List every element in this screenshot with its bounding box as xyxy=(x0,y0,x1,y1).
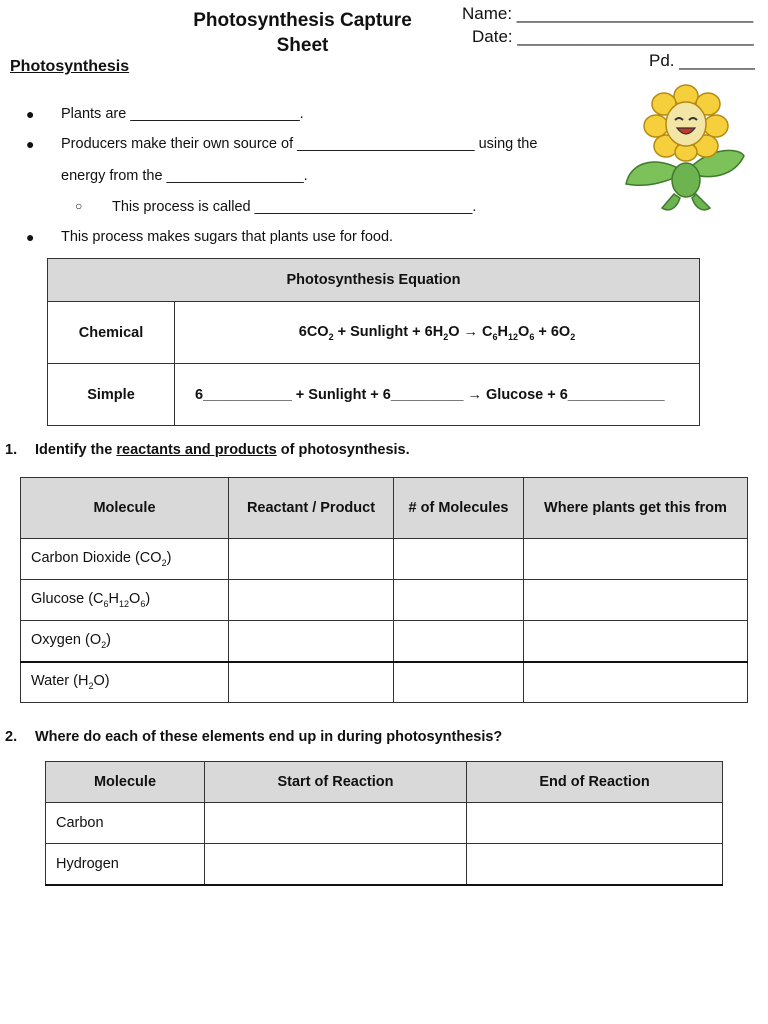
question-1-text: Identify the reactants and products of photosynthesis. xyxy=(35,442,410,458)
circle-bullet-icon: ○ xyxy=(75,199,83,213)
molecule-glucose: Glucose $(C_6H_{12}O_6)$ xyxy=(21,580,229,621)
answer-cell[interactable] xyxy=(394,580,524,621)
bullet-dot-icon: ● xyxy=(26,136,35,152)
sunflower-creature-icon xyxy=(622,84,748,218)
reactants-products-table xyxy=(20,477,748,703)
answer-cell[interactable] xyxy=(524,621,748,662)
equation-table-header: Photosynthesis Equation xyxy=(48,259,700,302)
section-title: Photosynthesis xyxy=(10,58,130,75)
title-line-2: Sheet xyxy=(276,35,329,56)
answer-cell[interactable] xyxy=(524,539,748,580)
answer-cell[interactable] xyxy=(229,662,394,703)
table-row xyxy=(21,539,748,580)
table-row xyxy=(46,844,723,885)
table1-header-source: Where plants get this from xyxy=(524,478,748,539)
chemical-equation: $6CO_2$ + Sunlight + $6H_2O \to C_6H_{12}O_6 + 6O_2$ xyxy=(175,302,700,364)
period-field[interactable]: Pd. ________ xyxy=(649,51,755,70)
answer-cell[interactable] xyxy=(394,539,524,580)
question-1-underlined: reactants and products xyxy=(116,442,277,458)
answer-cell[interactable] xyxy=(205,803,467,844)
table-row xyxy=(46,803,723,844)
table-row xyxy=(21,621,748,662)
answer-cell[interactable] xyxy=(229,580,394,621)
bullet-dot-icon: ● xyxy=(26,106,35,122)
answer-cell[interactable] xyxy=(229,621,394,662)
question-1 xyxy=(5,442,410,458)
question-2-text: Where do each of these elements end up in during photosynthesis? xyxy=(35,729,503,745)
bullet-3-text: This process makes sugars that plants use for food. xyxy=(61,229,394,245)
answer-cell[interactable] xyxy=(524,580,748,621)
answer-cell[interactable] xyxy=(467,803,723,844)
table1-header-num-molecules: # of Molecules xyxy=(394,478,524,539)
molecule-water: Water $(H_2O)$ xyxy=(21,662,229,703)
worksheet-title xyxy=(180,8,425,58)
question-2-number: 2. xyxy=(5,729,18,745)
table-row xyxy=(21,662,748,703)
element-carbon: Carbon xyxy=(46,803,205,844)
table1-header-reactant-product: Reactant / Product xyxy=(229,478,394,539)
elements-table xyxy=(45,761,723,886)
molecule-carbon-dioxide: Carbon Dioxide $(CO_2)$ xyxy=(21,539,229,580)
bullet-dot-icon: ● xyxy=(26,229,35,245)
table1-header-molecule: Molecule xyxy=(21,478,229,539)
simple-equation[interactable]: 6___________ + Sunlight + 6_________ → Glucose + 6____________ xyxy=(175,364,700,426)
question-2 xyxy=(5,729,503,745)
answer-cell[interactable] xyxy=(467,844,723,885)
title-line-1: Photosynthesis Capture xyxy=(193,10,412,31)
table2-header-end: End of Reaction xyxy=(467,762,723,803)
answer-cell[interactable] xyxy=(205,844,467,885)
table2-header-molecule: Molecule xyxy=(46,762,205,803)
bullet-2-text: Producers make their own source of ______________________ using the xyxy=(61,136,538,152)
answer-cell[interactable] xyxy=(229,539,394,580)
table-row xyxy=(21,580,748,621)
row-label-chemical: Chemical xyxy=(48,302,175,364)
date-field[interactable]: Date: _________________________ xyxy=(472,27,754,46)
bullet-2-continuation: energy from the _________________. xyxy=(61,168,308,184)
answer-cell[interactable] xyxy=(394,621,524,662)
question-1-number: 1. xyxy=(5,442,18,458)
answer-cell[interactable] xyxy=(394,662,524,703)
table2-header-start: Start of Reaction xyxy=(205,762,467,803)
answer-cell[interactable] xyxy=(524,662,748,703)
name-field[interactable]: Name: _________________________ xyxy=(462,4,754,23)
row-label-simple: Simple xyxy=(48,364,175,426)
molecule-oxygen: Oxygen $(O_2)$ xyxy=(21,621,229,662)
bullet-1-text: Plants are _____________________. xyxy=(61,106,304,122)
sub-bullet-1-text: This process is called ___________________________. xyxy=(112,199,477,215)
equation-table xyxy=(47,258,700,426)
element-hydrogen: Hydrogen xyxy=(46,844,205,885)
